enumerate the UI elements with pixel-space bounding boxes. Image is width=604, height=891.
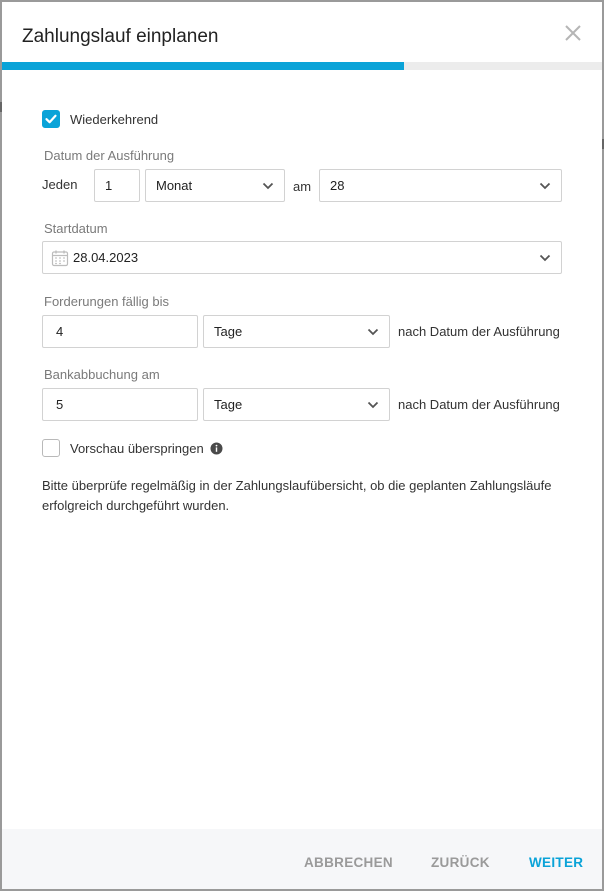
info-icon[interactable] [210, 442, 223, 455]
skip-preview-label: Vorschau überspringen [70, 440, 204, 456]
cancel-button[interactable]: ABBRECHEN [304, 855, 393, 870]
claims-due-input[interactable] [42, 315, 198, 348]
start-date-value: 28.04.2023 [73, 250, 139, 265]
recurring-label: Wiederkehrend [70, 111, 159, 127]
interval-value: 1 [105, 178, 113, 193]
claims-due-value: 4 [56, 324, 64, 339]
every-label: Jeden [42, 177, 78, 192]
recurring-checkbox[interactable] [42, 110, 60, 128]
dialog-footer [2, 829, 602, 889]
chevron-down-icon [539, 253, 551, 263]
claims-due-suffix: nach Datum der Ausführung [398, 324, 560, 339]
bank-debit-unit-select[interactable] [203, 388, 390, 421]
progress-bar [2, 62, 602, 70]
back-button[interactable]: ZURÜCK [431, 855, 490, 870]
start-date-label: Startdatum [44, 221, 108, 236]
dialog-title: Zahlungslauf einplanen [22, 26, 219, 47]
chevron-down-icon [367, 327, 379, 337]
recurring-checkbox-row[interactable] [42, 110, 158, 128]
chevron-down-icon [539, 181, 551, 191]
day-select[interactable] [319, 169, 562, 202]
chevron-down-icon [367, 400, 379, 410]
bank-debit-suffix: nach Datum der Ausführung [398, 397, 560, 412]
claims-due-label: Forderungen fällig bis [44, 294, 170, 309]
edge-marker [0, 102, 2, 112]
dialog-header [2, 2, 602, 64]
interval-input[interactable] [94, 169, 140, 202]
claims-due-unit-value: Tage [214, 324, 243, 339]
progress-fill [2, 62, 404, 70]
skip-preview-checkbox-row[interactable] [42, 439, 223, 457]
bank-debit-value: 5 [56, 397, 64, 412]
checkmark-icon [44, 112, 58, 126]
chevron-down-icon [262, 181, 274, 191]
bank-debit-label: Bankabbuchung am [44, 367, 160, 382]
interval-unit-select[interactable] [145, 169, 285, 202]
close-icon[interactable] [562, 22, 584, 44]
on-label: am [293, 179, 312, 194]
calendar-icon [51, 249, 69, 267]
next-button[interactable]: WEITER [529, 855, 584, 870]
execution-date-label: Datum der Ausführung [44, 148, 175, 163]
skip-preview-checkbox[interactable] [42, 439, 60, 457]
bank-debit-input[interactable] [42, 388, 198, 421]
claims-due-unit-select[interactable] [203, 315, 390, 348]
bank-debit-unit-value: Tage [214, 397, 243, 412]
start-date-picker[interactable] [42, 241, 562, 274]
info-text: Bitte überprüfe regelmäßig in der Zahlungslaufübersicht, ob die geplanten Zahlungsläufe erfolgreich durchgeführt wurden. [42, 478, 552, 513]
day-value: 28 [330, 178, 345, 193]
interval-unit-value: Monat [156, 178, 193, 193]
